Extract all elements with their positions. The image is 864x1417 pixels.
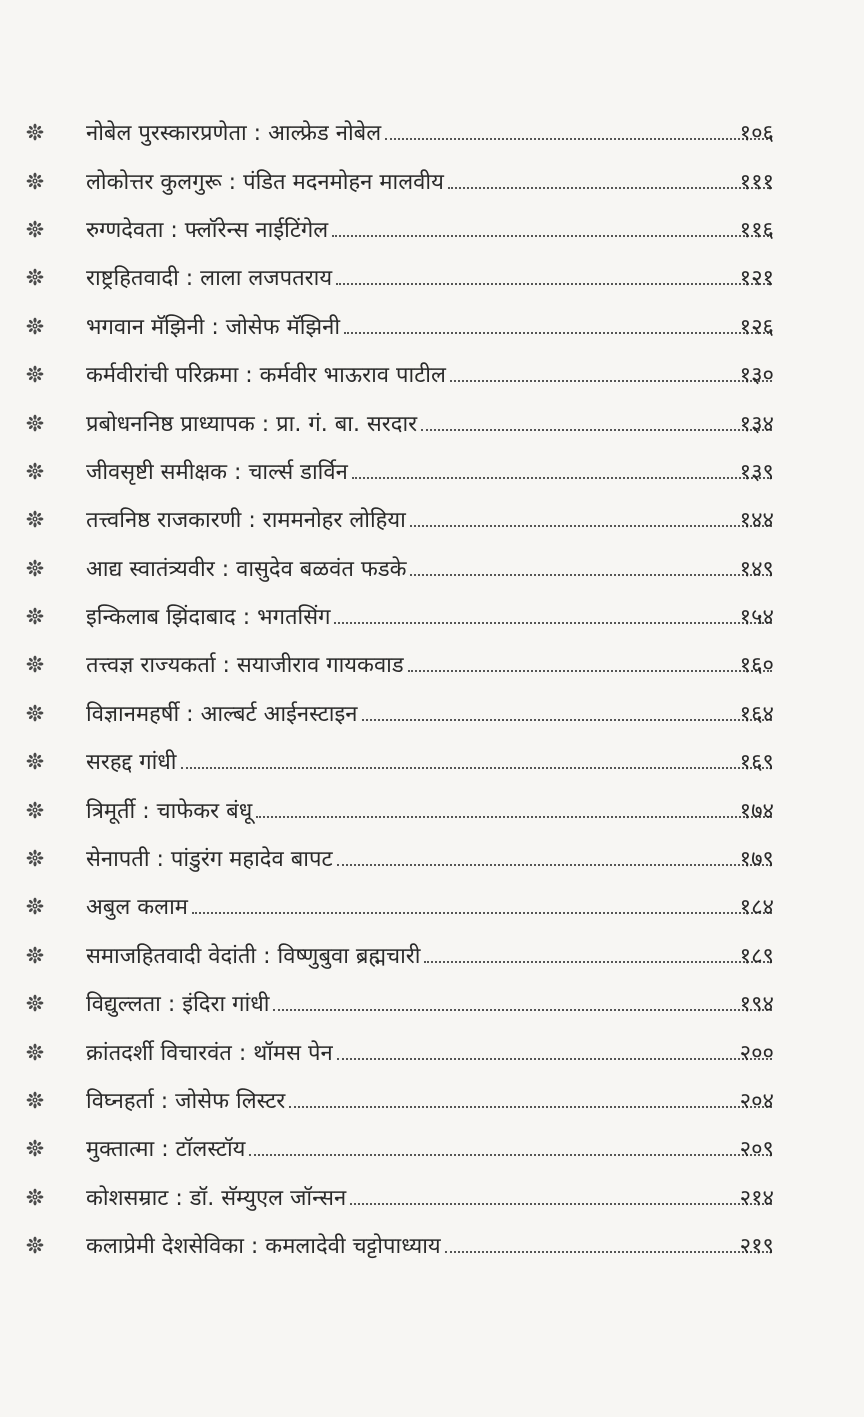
dot-leader: [337, 1058, 772, 1060]
toc-entry-title: कलाप्रेमी देशसेविका : कमलादेवी चट्टोपाध्याय: [86, 1234, 441, 1260]
toc-entry-line: [86, 166, 772, 196]
toc-entry: [0, 1027, 864, 1075]
toc-entry: [0, 495, 864, 543]
flower-ornament-icon: [26, 510, 44, 528]
flower-ornament-icon: [26, 1236, 44, 1254]
toc-entry-line: [86, 1037, 772, 1067]
flower-ornament-icon: [26, 752, 44, 770]
dot-leader: [334, 622, 772, 624]
toc-entry: [0, 1076, 864, 1124]
dot-leader: [192, 912, 772, 914]
toc-entry-title: मुक्तात्मा : टॉलस्टॉय: [86, 1137, 246, 1163]
flower-ornament-icon: [26, 1091, 44, 1109]
dot-leader: [273, 1009, 772, 1011]
toc-entry-page-number: २००: [739, 1040, 774, 1066]
toc-entry: [0, 253, 864, 301]
toc-entry-title: भगवान मॅझिनी : जोसेफ मॅझिनी: [86, 314, 341, 340]
toc-entry-title: रुग्णदेवता : फ्लॉरेन्स नाईटिंगेल: [86, 217, 329, 243]
flower-ornament-icon: [26, 849, 44, 867]
toc-entry: [0, 398, 864, 446]
toc-entry-line: [86, 1133, 772, 1163]
toc-entry-page-number: १६०: [739, 653, 774, 679]
toc-entry-line: [86, 940, 772, 970]
toc-entry-line: [86, 456, 772, 486]
flower-ornament-icon: [26, 414, 44, 432]
toc-entry-title: सरहद्द गांधी: [86, 750, 177, 776]
toc-entry-page-number: २१९: [739, 1234, 774, 1260]
flower-ornament-icon: [26, 268, 44, 286]
flower-ornament-icon: [26, 317, 44, 335]
toc-entry-title: जीवसृष्टी समीक्षक : चार्ल्स डार्विन: [86, 459, 348, 485]
dot-leader: [336, 283, 772, 285]
toc-entry: [0, 640, 864, 688]
flower-ornament-icon: [26, 220, 44, 238]
toc-entry: [0, 785, 864, 833]
toc-entry-page-number: २०९: [739, 1137, 774, 1163]
flower-ornament-icon: [26, 462, 44, 480]
toc-entry-line: [86, 891, 772, 921]
toc-entry: [0, 1124, 864, 1172]
toc-entry: [0, 689, 864, 737]
toc-entry-title: कोशसम्राट : डॉ. सॅम्युएल जॉन्सन: [86, 1185, 347, 1211]
toc-entry: [0, 834, 864, 882]
toc-entry-page-number: २०४: [739, 1089, 774, 1114]
toc-entry-page-number: १७४: [739, 798, 774, 824]
toc-entry-page-number: १३९: [739, 459, 774, 485]
toc-entry-line: [86, 795, 772, 825]
flower-ornament-icon: [26, 607, 44, 625]
toc-entry: [0, 592, 864, 640]
dot-leader: [249, 1154, 772, 1156]
toc-entry-page-number: १११: [739, 169, 774, 195]
toc-entry-title: कर्मवीरांची परिक्रमा : कर्मवीर भाऊराव पाटील: [86, 363, 446, 389]
toc-entry-line: [86, 262, 772, 292]
dot-leader: [350, 1203, 772, 1205]
dot-leader: [256, 816, 772, 818]
toc-entry-line: [86, 117, 772, 147]
toc-entry: [0, 350, 864, 398]
toc-entry-title: आद्य स्वातंत्र्यवीर : वासुदेव बळवंत फडके: [86, 556, 407, 582]
toc-entry: [0, 447, 864, 495]
toc-entry-title: तत्त्वनिष्ठ राजकारणी : राममनोहर लोहिया: [86, 508, 406, 534]
toc-entry-title: तत्त्वज्ञ राज्यकर्ता : सयाजीराव गायकवाड: [86, 653, 404, 679]
toc-entry-title: अबुल कलाम: [86, 895, 188, 921]
toc-entry-line: [86, 601, 772, 631]
flower-ornament-icon: [26, 365, 44, 383]
toc-entry-page-number: १७९: [739, 847, 774, 873]
toc-entry-title: नोबेल पुरस्कारप्रणेता : आल्फ्रेड नोबेल: [86, 121, 382, 147]
dot-leader: [289, 1106, 772, 1108]
flower-ornament-icon: [26, 123, 44, 141]
toc-entry-title: राष्ट्रहितवादी : लाला लजपतराय: [86, 266, 333, 292]
toc-entry-page-number: १३४: [739, 411, 774, 437]
toc-entry: [0, 979, 864, 1027]
toc-entry-line: [86, 649, 772, 679]
toc-entry-line: [86, 1230, 772, 1260]
toc-entry-page-number: १८९: [739, 943, 774, 969]
dot-leader: [337, 864, 772, 866]
flower-ornament-icon: [26, 994, 44, 1012]
toc-entry-title: समाजहितवादी वेदांती : विष्णुबुवा ब्रह्मचारी: [86, 943, 421, 969]
flower-ornament-icon: [26, 946, 44, 964]
toc-entry-line: [86, 1182, 772, 1212]
toc-entry-title: प्रबोधननिष्ठ प्राध्यापक : प्रा. गं. बा. सरदार: [86, 411, 418, 437]
toc-entry-title: त्रिमूर्ती : चाफेकर बंधू: [86, 798, 253, 824]
toc-entry: [0, 108, 864, 156]
toc-entry-line: [86, 746, 772, 776]
flower-ornament-icon: [26, 559, 44, 577]
toc-entry-page-number: ११६: [739, 217, 774, 243]
toc-entry-line: [86, 214, 772, 244]
dot-leader: [344, 332, 772, 334]
toc-entry-page-number: १०६: [739, 121, 774, 147]
toc-entry-page-number: १३०: [739, 363, 774, 389]
toc-entry-page-number: १६९: [739, 750, 774, 776]
toc-entry: [0, 1221, 864, 1269]
toc-entry-title: सेनापती : पांडुरंग महादेव बापट: [86, 847, 333, 873]
flower-ornament-icon: [26, 704, 44, 722]
toc-entry: [0, 156, 864, 204]
toc-entry: [0, 544, 864, 592]
toc-entry-line: [86, 553, 772, 583]
flower-ornament-icon: [26, 172, 44, 190]
toc-entry-line: [86, 311, 772, 341]
toc-entry-title: विघ्नहर्ता : जोसेफ लिस्टर: [86, 1089, 286, 1114]
table-of-contents: [0, 108, 864, 1269]
toc-entry: [0, 737, 864, 785]
toc-entry-title: लोकोत्तर कुलगुरू : पंडित मदनमोहन मालवीय: [86, 169, 444, 195]
dot-leader: [362, 719, 773, 721]
flower-ornament-icon: [26, 1043, 44, 1061]
flower-ornament-icon: [26, 655, 44, 673]
dot-leader: [385, 138, 772, 140]
flower-ornament-icon: [26, 1139, 44, 1157]
flower-ornament-icon: [26, 1188, 44, 1206]
toc-entry-page-number: १६४: [739, 701, 774, 727]
toc-entry-page-number: १५४: [739, 605, 774, 631]
toc-entry-page-number: १९४: [739, 992, 774, 1018]
toc-entry-line: [86, 408, 772, 438]
toc-entry-title: क्रांतदर्शी विचारवंत : थॉमस पेन: [86, 1040, 333, 1066]
toc-entry-page-number: १८४: [739, 895, 774, 921]
toc-entry-line: [86, 1085, 772, 1115]
toc-entry-page-number: १४४: [739, 508, 774, 534]
toc-entry-page-number: १२१: [739, 266, 774, 292]
toc-entry: [0, 931, 864, 979]
toc-entry-page-number: १४९: [739, 556, 774, 582]
toc-entry-line: [86, 843, 772, 873]
toc-entry-line: [86, 359, 772, 389]
toc-entry-page-number: १२६: [739, 314, 774, 340]
toc-entry-title: विद्युल्लता : इंदिरा गांधी: [86, 992, 270, 1018]
toc-entry: [0, 1173, 864, 1221]
toc-entry-line: [86, 504, 772, 534]
toc-entry-line: [86, 698, 772, 728]
dot-leader: [181, 767, 772, 769]
dot-leader: [352, 477, 772, 479]
toc-entry: [0, 882, 864, 930]
toc-entry-page-number: २१४: [739, 1185, 774, 1211]
flower-ornament-icon: [26, 897, 44, 915]
toc-entry: [0, 302, 864, 350]
flower-ornament-icon: [26, 801, 44, 819]
toc-entry-title: विज्ञानमहर्षी : आल्बर्ट आईनस्टाइन: [86, 701, 358, 727]
toc-entry-line: [86, 988, 772, 1018]
toc-entry-title: इन्किलाब झिंदाबाद : भगतसिंग: [86, 605, 331, 631]
dot-leader: [332, 235, 772, 237]
toc-entry: [0, 205, 864, 253]
